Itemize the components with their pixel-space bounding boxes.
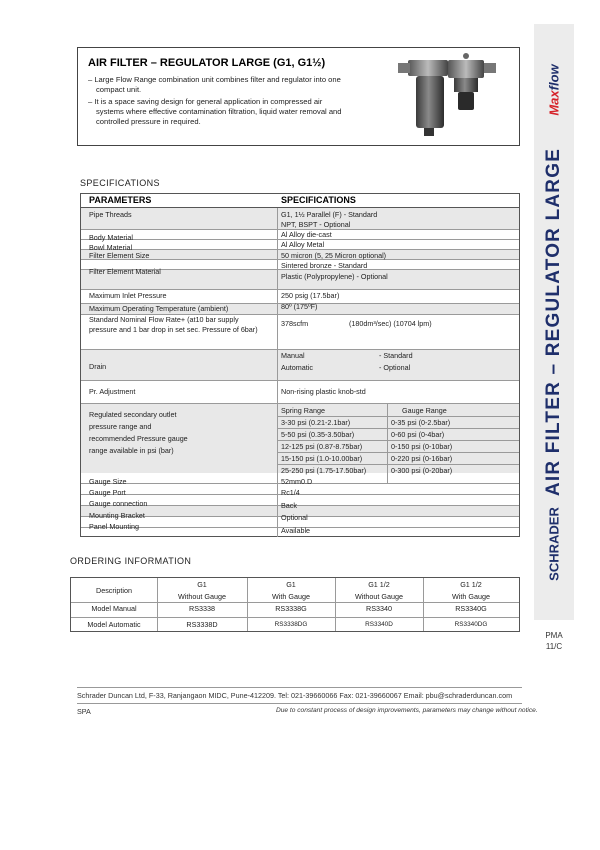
filter-regulator-photo	[394, 52, 511, 142]
schrader-logo: SCHRADER	[546, 507, 562, 581]
spec-value: NPT, BSPT - Optional	[281, 220, 351, 229]
spec-value: 50 micron (5, 25 Micron optional)	[281, 251, 387, 260]
gauge-option-header: Without Gauge	[355, 592, 403, 601]
param-label: range available in psi (bar)	[89, 446, 174, 455]
col-header-specifications: SPECIFICATIONS	[281, 195, 356, 205]
gauge-option-header: Without Gauge	[178, 592, 226, 601]
ordering-table	[70, 577, 520, 632]
side-banner	[534, 24, 574, 620]
page-code: PMA 11/C	[545, 631, 563, 651]
param-label: pressure and 1 bar drop in set sec. Pressure of 6bar)	[89, 325, 258, 334]
spec-value: Optional	[281, 513, 308, 522]
spec-value: Plastic (Polypropylene) - Optional	[281, 272, 388, 281]
size-header: G1 1/2	[460, 580, 482, 589]
param-label: Filter Element Size	[89, 251, 150, 260]
param-label: Gauge connection	[89, 499, 148, 508]
gauge-range-value: 0-300 psi (0-20bar)	[391, 466, 453, 475]
bullet-line: – Large Flow Range combination unit combines filter and regulator into one	[88, 75, 341, 84]
param-label: Standard Nominal Flow Rate+ (at10 bar supply	[89, 315, 239, 324]
spec-value: Rc1/4	[281, 488, 300, 497]
model-code: RS3340G	[455, 604, 487, 613]
spec-value: G1, 1½ Parallel (F) - Standard	[281, 210, 378, 219]
spring-range-value: 25-250 psi (1.75-17.50bar)	[281, 466, 367, 475]
param-label: Maximum Operating Temperature (ambient)	[89, 304, 229, 313]
vertical-product-title: AIR FILTER – REGULATOR LARGE	[543, 147, 564, 497]
gauge-range-value: 0-35 psi (0-2.5bar)	[391, 418, 451, 427]
model-automatic-label: Model Automatic	[87, 620, 141, 629]
model-manual-label: Model Manual	[91, 604, 137, 613]
param-label: Bowl Material	[89, 243, 133, 252]
footer-address: Schrader Duncan Ltd, F-33, Ranjangaon MIDC, Pune-412209. Tel: 021-39660066 Fax: 021-39660067 Email: pbu@schraderduncan.com	[77, 691, 513, 700]
ordering-heading: ORDERING INFORMATION	[70, 556, 192, 566]
col-header-parameters: PARAMETERS	[89, 195, 152, 205]
gauge-range-value: 0-220 psi (0-16bar)	[391, 454, 453, 463]
size-header: G1 1/2	[368, 580, 390, 589]
gauge-range-value: 0-60 psi (0-4bar)	[391, 430, 445, 439]
size-header: G1	[286, 580, 296, 589]
param-label: Drain	[89, 362, 107, 371]
gauge-range-value: 0-150 psi (0-10bar)	[391, 442, 453, 451]
spec-value: (180dm³/sec) (10704 lpm)	[349, 319, 432, 328]
model-code: RS3338G	[275, 604, 307, 613]
spec-value: Al Alloy Metal	[281, 240, 325, 249]
spec-value: Sintered bronze - Standard	[281, 261, 368, 270]
spring-range-value: 12-125 psi (0.87-8.75bar)	[281, 442, 363, 451]
param-label: Regulated secondary outlet	[89, 410, 177, 419]
spec-value: Available	[281, 526, 311, 535]
model-code: RS3340D	[365, 621, 393, 628]
product-title: AIR FILTER – REGULATOR LARGE (G1, G1½)	[88, 57, 326, 69]
spring-range-value: 3-30 psi (0.21-2.1bar)	[281, 418, 351, 427]
spring-range-value: 15-150 psi (1.0-10.00bar)	[281, 454, 363, 463]
param-label: Body Material	[89, 233, 133, 242]
model-code: RS3340DG	[454, 621, 488, 628]
gauge-range-header: Gauge Range	[402, 406, 447, 415]
param-label: Panel Mounting	[89, 522, 139, 531]
bullet-line: – It is a space saving design for general application in compressed air	[88, 97, 323, 106]
param-label: Pr. Adjustment	[89, 387, 136, 396]
bullet-line: compact unit.	[96, 85, 142, 94]
product-header-box	[77, 47, 520, 146]
gauge-option-header: With Gauge	[272, 592, 310, 601]
specifications-table	[80, 193, 520, 537]
spring-range-header: Spring Range	[281, 406, 325, 415]
param-label: pressure range and	[89, 422, 152, 431]
model-code: RS3338DG	[274, 621, 308, 628]
model-code: RS3338	[189, 604, 215, 613]
footer-rule	[77, 687, 522, 688]
spec-value: Manual	[281, 351, 305, 360]
spring-range-value: 5-50 psi (0.35-3.50bar)	[281, 430, 355, 439]
param-label: recommended Pressure gauge	[89, 434, 188, 443]
param-label: Filter Element Material	[89, 267, 161, 276]
spec-value: 52mm0.D	[281, 477, 313, 486]
model-code: RS3340	[366, 604, 392, 613]
param-label: Gauge Port	[89, 488, 126, 497]
description-header: Description	[96, 586, 132, 595]
gauge-option-header: With Gauge	[452, 592, 490, 601]
param-label: Maximum Inlet Pressure	[89, 291, 167, 300]
bullet-line: controlled pressure in required.	[96, 117, 201, 126]
spec-value: Back	[281, 501, 297, 510]
footer-code: SPA	[77, 707, 91, 716]
param-label: Gauge Size	[89, 477, 127, 486]
spec-value: Al Alloy die-cast	[281, 230, 332, 239]
param-label: Mounting Bracket	[89, 511, 145, 520]
footer-rule	[77, 703, 522, 704]
specifications-heading: SPECIFICATIONS	[80, 178, 160, 188]
spec-value: 378scfm	[281, 319, 309, 328]
footer-disclaimer: Due to constant process of design improvements, parameters may change without notice.	[276, 707, 538, 714]
spec-value: - Standard	[379, 351, 413, 360]
bullet-line: systems where effective contamination filtration, liquid water removal and	[96, 107, 342, 116]
spec-value: 250 psig (17.5bar)	[281, 291, 340, 300]
spec-value: 80º (175ºF)	[281, 302, 318, 311]
spec-value: Non-rising plastic knob-std	[281, 387, 366, 396]
spec-value: - Optional	[379, 363, 411, 372]
spec-value: Automatic	[281, 363, 313, 372]
param-label: Pipe Threads	[89, 210, 132, 219]
maxflow-logo: Maxflow	[546, 63, 562, 116]
model-code: RS3338D	[186, 620, 218, 629]
size-header: G1	[197, 580, 207, 589]
